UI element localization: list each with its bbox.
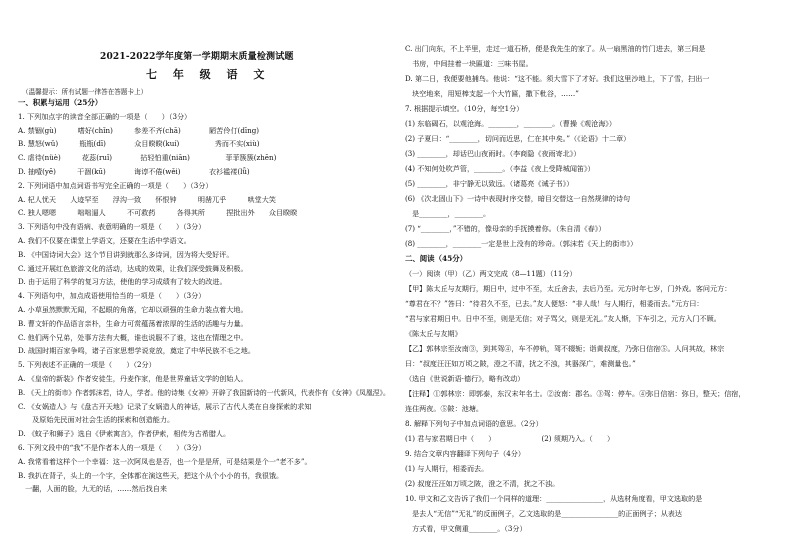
left-line-18: D. 战国时期百家争鸣，诸子百家思想学说竞放，奠定了中华民族不毛之地。: [18, 346, 255, 356]
right-line-29: (2) 叔度汪汪如万顷之陂，澄之不清，扰之不浊。: [405, 479, 560, 488]
right-line-6: (2) 子夏曰：“________，切问而近思，仁在其中矣。”（《论语》十二章）: [405, 134, 631, 143]
left-line-7: A. 杞人忧天 人迹罕至 浮沟一致 怀恨钟 明凿兀乎 哄堂大笑: [18, 194, 276, 204]
left-line-20: A. 《皇帝的新装》作者安徒生，丹麦作家，他是世界童话文学的创始人。: [18, 374, 248, 383]
left-line-4: C. 虐待(nüè) 花蕊(ruǐ) 拈轻怕重(niān) 菲菲簇簇(zhēn): [18, 153, 277, 163]
left-line-25: 6. 下列文段中的“我”不是作者本人的一项是（ ）（3分）: [18, 443, 206, 452]
left-line-16: B. 曹文轩的作品语言亲朴，生命力可赏蕴荡着浓厚的生活的活趣与力量。: [18, 318, 248, 328]
left-line-15: A. 小草虽然默默无闻，不起眼的角落，它却以顽强的生命力装点着大地。: [18, 305, 248, 314]
left-line-6: 2. 下列词语中加点词语书写完全正确的一项是（ ）（3分）: [18, 180, 213, 190]
right-line-4: 7. 根据提示填空。（10分，每空1分）: [405, 104, 524, 113]
left-line-17: C. 他们两个兄弟，处事方法有大概，谁也说服不了谁，这也在情理之中。: [18, 332, 248, 342]
right-line-11: 是________，________。: [405, 209, 491, 218]
left-line-21: B. 《天上的街市》作者郭沫若，诗人，学者。他的诗集《女神》开辟了我国新诗的一代新风，代表作有《女神》《凤凰涅》。: [18, 387, 390, 397]
right-line-19: 《陈太丘与友期》: [405, 329, 462, 338]
right-line-27: 9. 结合文章内容翻译下列句子（4分）: [405, 449, 525, 458]
right-line-18: “君与家君期日中。日中不至，则是无信；对子骂父，则是无礼。”友人惭，下车引之，元方入门不顾。: [405, 314, 721, 323]
right-line-28: (1) 与人期行，相委而去。: [405, 464, 489, 473]
right-line-20: 【乙】郭林宗至汝南③，到其驾④，车不停轨，驾不辍轭；诣黄叔度，乃弥日信宿⑤。人问其故，林宗: [405, 344, 725, 353]
left-line-0: 一、积累与运用（25分）: [18, 98, 103, 107]
exam-title: 2021-2022学年度第一学期期末质量检测试题: [100, 52, 294, 62]
left-line-19: 5. 下列表述不正确的一项是（ ）（2分）: [18, 360, 156, 370]
right-line-1: 书房，中间挂着一块匾道：三味书屋。: [405, 59, 533, 68]
right-line-9: (5) ________，非宁静无以致远。（诸葛亮《诫子书》）: [405, 179, 574, 188]
right-line-15: （一）阅读（甲）（乙）两文完成（8—11题）（11分）: [405, 269, 577, 278]
right-line-21: 曰：“叔度汪汪如万顷之陂，澄之不清，扰之不浊，其器深广，难测量也。”: [405, 359, 636, 368]
left-line-10: A. 我们不仅要在课堂上学语文，还要在生活中学语文。: [18, 236, 191, 245]
right-line-2: D. 第二日，我便要他捕鸟。他说：“这不能。须大雪下了才好。我们这里沙地上，下了雪，扫出一: [405, 74, 710, 83]
right-line-16: 【甲】陈太丘与友期行，期日中，过中不至，太丘舍去，去后乃至。元方时年七岁，门外戏。客问元方：: [405, 284, 732, 293]
left-line-3: B. 慧怒(wǔ) 瓶瓶(dī) 众目睽睽(kuí) 秀而不实(xiù): [18, 139, 260, 149]
right-line-22: （选自《世说新语·德行》，略有改动）: [405, 374, 525, 383]
right-line-12: (7) “________，”不错的，像母亲的手抚摸着你。（朱自清《春》）: [405, 224, 606, 233]
left-line-5: D. 抽噎(yē) 干涸(kū) 诲谆不倦(wěi) 衣衫褴褛(lǚ): [18, 167, 250, 176]
left-line-23: 及原始先民面对社会生活的探索和创造能力。: [18, 415, 175, 425]
left-line-13: D. 由于运用了科学的复习方法，使他的学习成绩有了较大的改进。: [18, 277, 227, 287]
right-line-8: (4) 不知何处吹芦管，________。（李益《夜上受降城闻笛》）: [405, 164, 595, 173]
left-line-14: 4. 下列语句中，加点成语使用恰当的一项是（ ）（3分）: [18, 291, 206, 301]
left-line-24: D. 《蚊子和狮子》选自《伊索寓言》，作者伊索，相传为古希腊人。: [18, 429, 231, 439]
right-line-24: 连住两夜。⑤陂：池塘。: [405, 404, 484, 413]
right-line-0: C. 出门向东，不上半里，走过一道石桥，便是我先生的家了。从一扇黑油的竹门进去，第三间是: [405, 44, 706, 53]
right-line-30: 10. 甲文和乙文告诉了我们一个同样的道理：________________，从选材角度看，甲文选取的是: [405, 494, 703, 503]
right-line-13: (8) ________，________一定是世上没有的珍奇。（郭沫若《天上的街市》）: [405, 239, 638, 248]
left-line-28: 一翻，人面的脸，九无的话，……然后找自来: [18, 484, 167, 494]
right-line-32: 方式看，甲文侧重________。（3分）: [405, 524, 527, 533]
right-line-25: 8. 解释下列句子中加点词语的意思。（2分）: [405, 419, 543, 428]
left-line-2: A. 禁锢(gù) 嗜好(chǐn) 参差不齐(chā) 陋苦伶仃(dīng): [18, 125, 260, 135]
left-line-8: C. 独人嗯嗯 咄咄逼人 不可救药 各得其所 捏批出外 众目睽睽: [18, 208, 298, 218]
left-line-22: C. 《女娲造人》与《盘古开天地》记录了女娲造人的神话，展示了古代人类在自身探索的求知: [18, 401, 312, 411]
left-line-26: A. 我常看着这样个一个幸福：这一次阿凤也是否，也一个是是所，可是结果是个一“老不多”。: [18, 456, 312, 466]
right-line-7: (3) ________，却话巴山夜雨时。（李商隐《夜雨寄北》）: [405, 149, 581, 158]
right-line-17: “尊君在不？”答曰：“待君久不至，已去。”友人便怒：“非人哉！与人期行，相委而去。”元方曰：: [405, 299, 704, 308]
right-line-5: (1) 东临碣石，以观沧海。________，________。（曹操《观沧海》）: [405, 119, 616, 128]
right-line-10: (6) 《次北固山下》一诗中表现时序交替，暗目交替这一自然规律的诗句: [405, 194, 631, 203]
right-line-14: 二、阅读（45分）: [405, 254, 468, 263]
left-line-12: C. 通过开展红色旅游文化的活动，达成的效果，让我们深受鼓舞及积极。: [18, 263, 248, 273]
left-line-27: B. 我扒在背子，头上的一个字，全体都在演这些天，把这个从个小小的书，我很饿。: [18, 470, 284, 480]
exam-tip: （温馨提示：所有试题一律答在答题卡上）: [22, 88, 148, 96]
right-line-23: 【注释】①郭林宗：即郭泰，东汉末年名士。②汝南：郡名。③驾：停车。④弥日信宿：弥日，整天；信宿，: [405, 389, 746, 398]
left-line-9: 3. 下列语句中没有语病、表意明确的一项是（ ）（3分）: [18, 222, 206, 232]
exam-subject: 七 年 级 语 文: [146, 68, 271, 81]
left-line-1: 1. 下列加点字的读音全部正确的一项是（ ）（3分）: [18, 111, 192, 121]
left-line-11: B. 《中国诗词大会》这个节目讲到就那么多诗词，因为将大受好评。: [18, 249, 234, 259]
right-line-3: 块空地来，用短棒支起一个大竹匾，撒下秕谷，……”: [405, 89, 579, 98]
right-line-31: 是去人“无信”“无礼”的反面例子，乙文选取的是________________的正面例子；从表达: [405, 509, 682, 518]
right-line-26: (1) 君与家君期日中（ ） (2) 须期乃入。（ ）: [405, 434, 615, 443]
